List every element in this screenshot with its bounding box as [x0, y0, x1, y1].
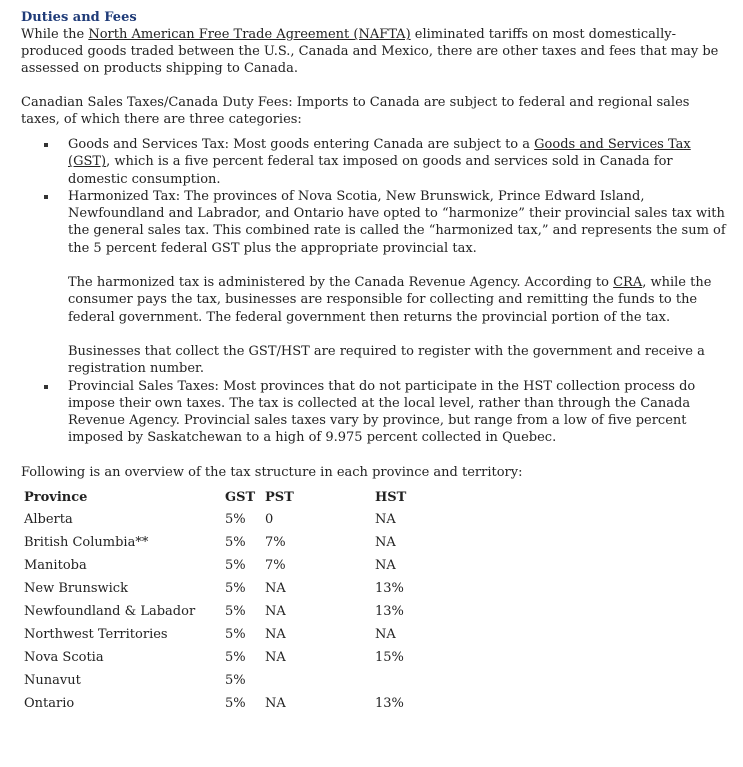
cell-gst: 5%	[225, 557, 246, 573]
cell-province: Northwest Territories	[24, 626, 168, 642]
header-province: Province	[24, 489, 88, 505]
cell-province: Alberta	[24, 511, 73, 527]
overview-paragraph: Following is an overview of the tax structure in each province and territory:	[21, 464, 523, 480]
cell-pst: NA	[265, 603, 286, 619]
intro-paragraph	[21, 26, 731, 77]
cell-pst: NA	[265, 626, 286, 642]
cell-province: Nova Scotia	[24, 649, 104, 665]
hst-paragraph-3: Businesses that collect the GST/HST are required to register with the government and receive a registration number.	[68, 343, 705, 377]
cell-hst: NA	[375, 511, 396, 527]
section-heading: Duties and Fees	[21, 10, 137, 25]
header-hst: HST	[375, 489, 407, 505]
list-item-hst	[68, 188, 731, 378]
hst-paragraph-1: Harmonized Tax: The provinces of Nova Scotia, New Brunswick, Prince Edward Island, Newfoundland and Labrador, and Ontario have opted to “harmonize” their provincial sales tax with the general sales tax. This combined rate is called the “harmonized tax,” and represents the sum of the 5 percent federal GST plus the appropriate provincial tax.	[68, 188, 726, 256]
cell-province: Manitoba	[24, 557, 87, 573]
cell-hst: 13%	[375, 603, 404, 619]
hst-p2-before: The harmonized tax is administered by the Canada Revenue Agency. According to	[68, 275, 614, 291]
hst-p2-after: , while the consumer pays the tax, businesses are responsible for collecting and remitting the funds to the federal government. The federal government then returns the provincial portion of the tax.	[68, 275, 712, 325]
gst-text-after: , which is a five percent federal tax imposed on goods and services sold in Canada for domestic consumption.	[68, 154, 673, 187]
cell-pst: 7%	[265, 534, 286, 550]
cell-province: Nunavut	[24, 672, 81, 688]
table-row	[24, 535, 435, 558]
cell-hst: 13%	[375, 695, 404, 711]
tax-categories-list	[21, 136, 731, 447]
cell-hst: NA	[375, 626, 396, 642]
cell-gst: 5%	[225, 603, 246, 619]
cell-hst: NA	[375, 557, 396, 573]
cell-pst	[265, 673, 375, 696]
cell-province: Ontario	[24, 695, 75, 711]
table-row	[24, 604, 435, 627]
cell-gst: 5%	[225, 649, 246, 665]
list-item-gst	[68, 136, 731, 188]
cell-pst: NA	[265, 649, 286, 665]
cell-hst: 13%	[375, 580, 404, 596]
gst-text-before: Goods and Services Tax: Most goods entering Canada are subject to a	[68, 137, 535, 152]
cell-pst: NA	[265, 580, 286, 596]
table-row	[24, 673, 435, 696]
cell-province: Newfoundland & Labador	[24, 603, 196, 619]
cell-province: British Columbia**	[24, 534, 149, 550]
cell-gst: 5%	[225, 511, 246, 527]
intro-text-after: eliminated tariffs on most domestically-produced goods traded between the U.S., Canada and Mexico, there are other taxes and fees that may be assessed on products shipping to Canada.	[21, 27, 719, 76]
gst-link[interactable]: Goods and Services Tax (GST)	[68, 137, 691, 170]
header-pst: PST	[265, 489, 294, 505]
table-row	[24, 581, 435, 604]
intro-text-before: While the	[21, 27, 89, 42]
table-body	[24, 512, 435, 719]
list-item-pst: Provincial Sales Taxes: Most provinces that do not participate in the HST collection process do impose their own taxes. The tax is collected at the local level, rather than through the Canada Revenue Agency. Provincial sales taxes vary by province, but range from a low of five percent imposed by Saskatchewan to a high of 9.975 percent collected in Quebec.	[68, 378, 731, 447]
cell-province: New Brunswick	[24, 580, 128, 596]
cell-gst: 5%	[225, 695, 246, 711]
header-gst: GST	[225, 489, 256, 505]
table-row	[24, 696, 435, 719]
cra-link[interactable]: CRA	[613, 275, 643, 291]
cell-hst: NA	[375, 534, 396, 550]
sales-taxes-intro: Canadian Sales Taxes/Canada Duty Fees: Imports to Canada are subject to federal and regional sales taxes, of which there are three categories:	[21, 95, 690, 127]
tax-structure-table	[24, 490, 435, 719]
hst-paragraph-2	[68, 274, 731, 326]
cell-gst: 5%	[225, 672, 246, 688]
table-row	[24, 558, 435, 581]
table-row	[24, 627, 435, 650]
cell-hst	[375, 673, 435, 696]
table-header-row	[24, 490, 435, 512]
cell-gst: 5%	[225, 580, 246, 596]
table-row	[24, 650, 435, 673]
cell-hst: 15%	[375, 649, 404, 665]
cell-pst: 7%	[265, 557, 286, 573]
cell-gst: 5%	[225, 626, 246, 642]
cell-pst: NA	[265, 695, 286, 711]
table-row	[24, 512, 435, 535]
cell-pst: 0	[265, 511, 274, 527]
cell-gst: 5%	[225, 534, 246, 550]
nafta-link[interactable]: North American Free Trade Agreement (NAFTA)	[88, 27, 411, 42]
